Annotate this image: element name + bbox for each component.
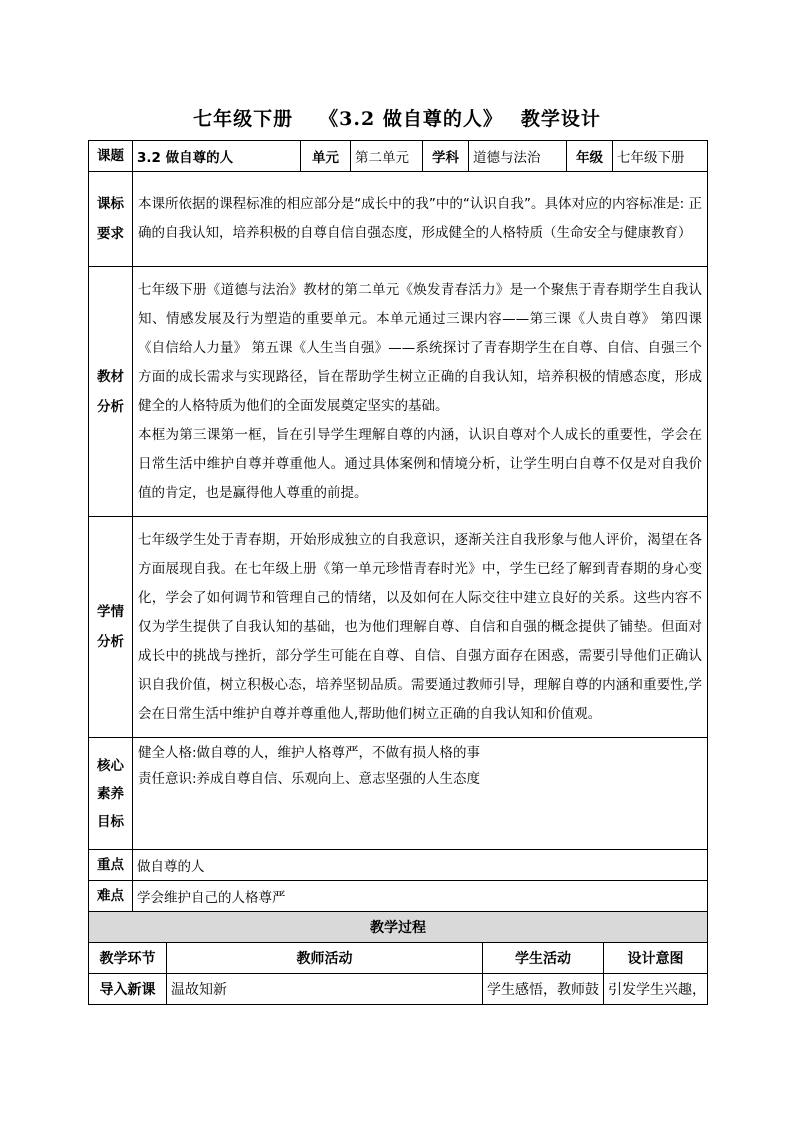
header-intent: 设计意图 bbox=[604, 943, 708, 974]
subject-value: 道德与法治 bbox=[469, 141, 567, 172]
material-label-line2: 分析 bbox=[97, 398, 124, 415]
core-label-line1: 核心 bbox=[97, 757, 124, 774]
core-row bbox=[89, 738, 708, 850]
grade-value: 七年级下册 bbox=[613, 141, 708, 172]
stage-intro: 导入新课 bbox=[89, 974, 167, 1005]
key-point-row bbox=[89, 850, 708, 881]
process-title-row bbox=[89, 912, 708, 943]
students-label-line2: 分析 bbox=[97, 634, 124, 650]
core-label-line2: 素养 bbox=[97, 785, 124, 802]
standards-label-line2: 要求 bbox=[97, 226, 124, 242]
standards-text: 本课所依据的课程标准的相应部分是“成长中的我”中的“认识自我”。具体对应的内容标准是: 正确的自我认知，培养积极的自尊自信自强态度，形成健全的人格特质（生命安全与健康教育） bbox=[133, 172, 708, 267]
difficulty-row bbox=[89, 881, 708, 912]
core-line-1: 健全人格:做自尊的人，维护人格尊严，不做有损人格的事 bbox=[138, 745, 481, 761]
process-row-intro bbox=[89, 974, 708, 1005]
grade-label: 年级 bbox=[567, 141, 613, 172]
students-label bbox=[89, 517, 133, 738]
lesson-value: 3.2 做自尊的人 bbox=[133, 141, 301, 172]
students-row bbox=[89, 517, 708, 738]
lesson-label: 课题 bbox=[89, 141, 133, 172]
students-label-line1: 学情 bbox=[97, 604, 124, 620]
core-text bbox=[133, 738, 708, 850]
material-paragraph-2: 本框为第三课第一框，旨在引导学生理解自尊的内涵，认识自尊对个人成长的重要性，学会在日常生活中维护自尊并尊重他人。通过具体案例和情境分析，让学生明白自尊不仅是对自我价值的肯定，也是赢得他人尊重的前提。 bbox=[138, 426, 702, 501]
lesson-info-table bbox=[88, 140, 708, 912]
unit-label: 单元 bbox=[301, 141, 351, 172]
student-activity-intro: 学生感悟，教师鼓 bbox=[483, 974, 604, 1005]
material-label bbox=[89, 267, 133, 517]
key-point-label: 重点 bbox=[89, 850, 133, 881]
title-lesson: 《3.2 做自尊的人》 bbox=[319, 108, 503, 130]
material-row bbox=[89, 267, 708, 517]
teacher-activity-intro: 温故知新 bbox=[167, 974, 483, 1005]
title-grade: 七年级下册 bbox=[193, 108, 294, 130]
document-title bbox=[0, 104, 794, 131]
process-table bbox=[88, 911, 708, 1005]
process-header-row bbox=[89, 943, 708, 974]
process-title: 教学过程 bbox=[89, 912, 708, 943]
material-paragraph-1: 七年级下册《道德与法治》教材的第二单元《焕发青春活力》是一个聚焦于青春期学生自我认知、情感发展及行为塑造的重要单元。本单元通过三课内容——第三课《人贵自尊》 第四课《自信给人力量》 第五课《人生当自强》——系统探讨了青春期学生在自尊、自信、自强三个方面的成长需求与实现路径，旨在帮助学生树立正确的自我认知，培养积极的情感态度，形成健全的人格特质为他们的全面发展奠定坚实的基础。 bbox=[138, 281, 702, 414]
difficulty-label: 难点 bbox=[89, 881, 133, 912]
info-row bbox=[89, 141, 708, 172]
standards-row bbox=[89, 172, 708, 267]
core-line-2: 责任意识:养成自尊自信、乐观向上、意志坚强的人生态度 bbox=[138, 771, 481, 787]
material-text bbox=[133, 267, 708, 517]
header-stage: 教学环节 bbox=[89, 943, 167, 974]
key-point-text: 做自尊的人 bbox=[133, 850, 708, 881]
title-suffix: 教学设计 bbox=[520, 108, 601, 130]
header-teacher: 教师活动 bbox=[167, 943, 483, 974]
difficulty-text: 学会维护自己的人格尊严 bbox=[133, 881, 708, 912]
standards-label bbox=[89, 172, 133, 267]
design-intent-intro: 引发学生兴趣， bbox=[604, 974, 708, 1005]
standards-label-line1: 课标 bbox=[97, 196, 124, 212]
subject-label: 学科 bbox=[423, 141, 469, 172]
core-label bbox=[89, 738, 133, 850]
students-text: 七年级学生处于青春期，开始形成独立的自我意识，逐渐关注自我形象与他人评价，渴望在各方面展现自我。在七年级上册《第一单元珍惜青春时光》中，学生已经了解到青春期的身心变化，学会了如何调节和管理自己的情绪，以及如何在人际交往中建立良好的关系。这些内容不仅为学生提供了自我认知的基础，也为他们理解自尊、自信和自强的概念提供了铺垫。但面对成长中的挑战与挫折，部分学生可能在自尊、自信、自强方面存在困惑，需要引导他们正确认识自我价值，树立积极心态，培养坚韧品质。需要通过教师引导，理解自尊的内涵和重要性,学会在日常生活中维护自尊并尊重他人,帮助他们树立正确的自我认知和价值观。 bbox=[133, 517, 708, 738]
header-student: 学生活动 bbox=[483, 943, 604, 974]
material-label-line1: 教材 bbox=[97, 368, 124, 385]
unit-value: 第二单元 bbox=[351, 141, 423, 172]
core-label-line3: 目标 bbox=[97, 813, 124, 830]
